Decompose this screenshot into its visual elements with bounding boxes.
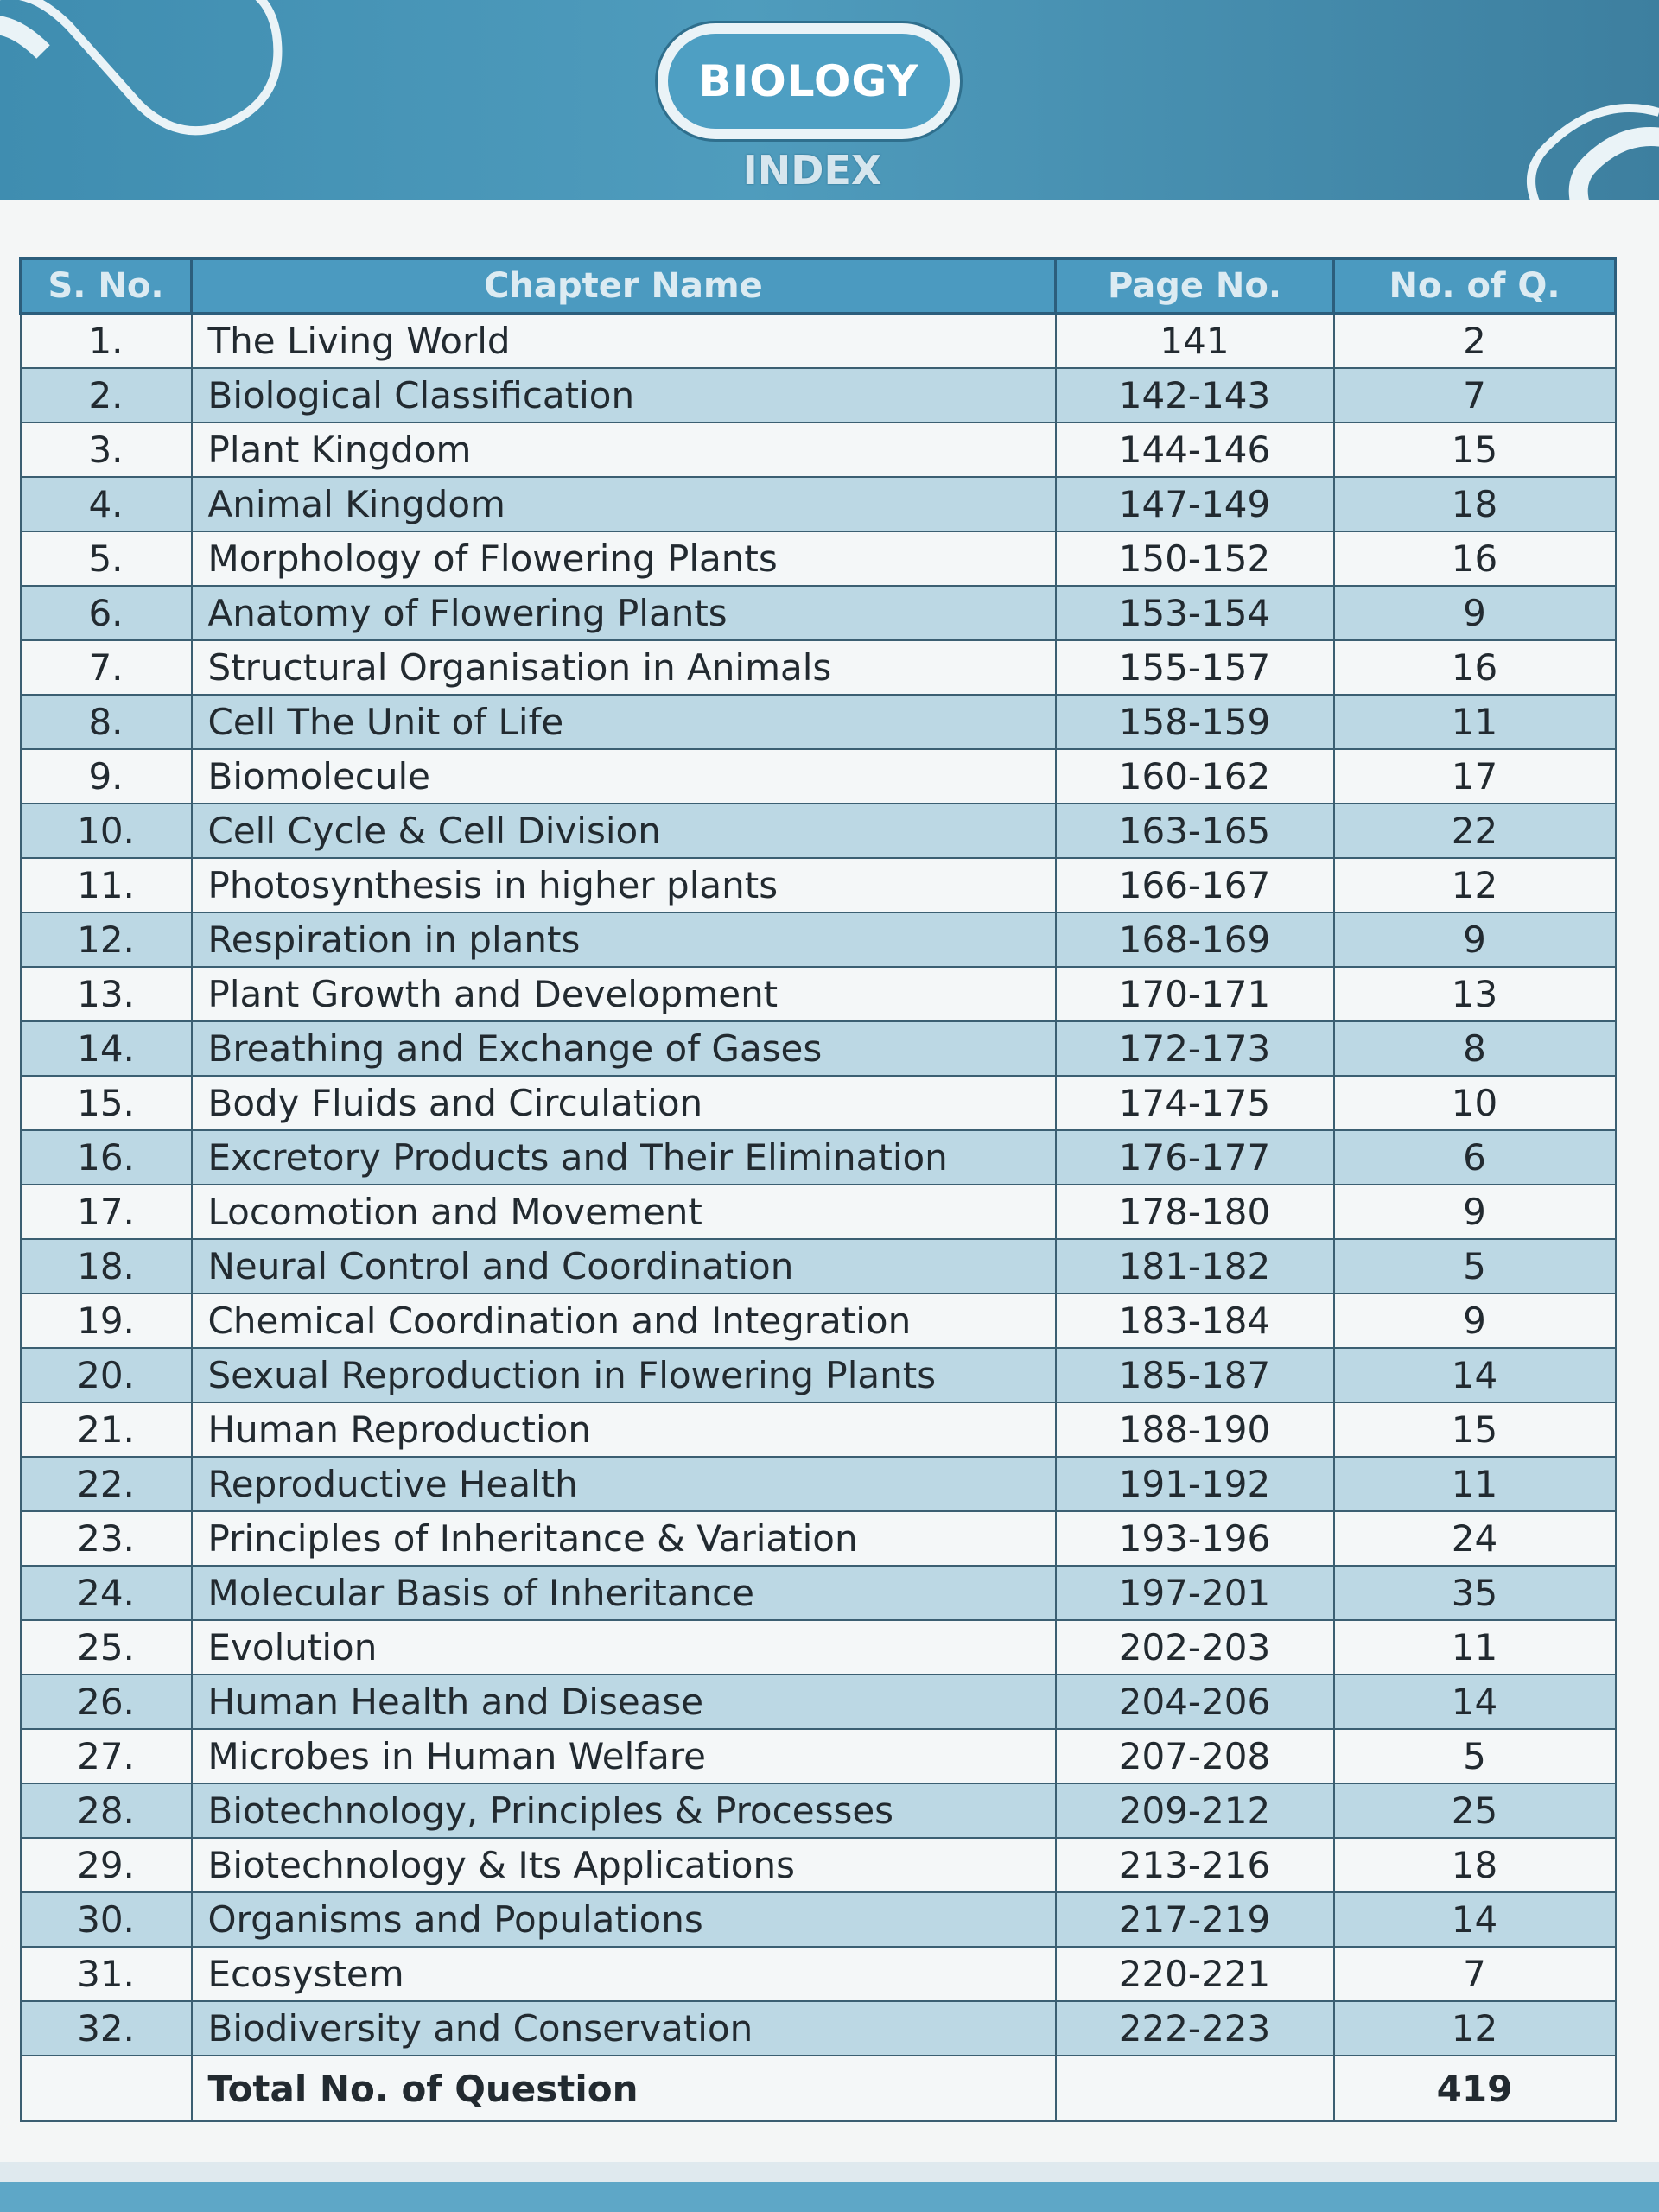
cell-page-no: 209-212 <box>1056 1783 1334 1838</box>
cell-chapter-name: Neural Control and Coordination <box>192 1239 1056 1294</box>
cell-sno: 16. <box>21 1130 192 1185</box>
total-page-cell <box>1056 2056 1334 2121</box>
table-row <box>21 1947 1616 2001</box>
cell-sno: 18. <box>21 1239 192 1294</box>
cell-page-no: 153-154 <box>1056 586 1334 640</box>
cell-sno: 28. <box>21 1783 192 1838</box>
cell-sno: 1. <box>21 314 192 369</box>
cell-chapter-name: Respiration in plants <box>192 912 1056 967</box>
table-row <box>21 1076 1616 1130</box>
cell-chapter-name: Cell Cycle & Cell Division <box>192 804 1056 858</box>
cell-no-of-q: 11 <box>1334 1620 1616 1675</box>
cell-chapter-name: Morphology of Flowering Plants <box>192 531 1056 586</box>
table-row <box>21 314 1616 369</box>
cell-page-no: 150-152 <box>1056 531 1334 586</box>
table-row <box>21 368 1616 423</box>
bottom-band <box>0 2182 1659 2212</box>
table-row <box>21 1294 1616 1348</box>
table-row <box>21 1566 1616 1620</box>
cell-page-no: 142-143 <box>1056 368 1334 423</box>
cell-page-no: 217-219 <box>1056 1892 1334 1947</box>
table-row <box>21 1783 1616 1838</box>
subject-title-badge <box>655 21 963 142</box>
cell-chapter-name: Evolution <box>192 1620 1056 1675</box>
cell-page-no: 191-192 <box>1056 1457 1334 1511</box>
cell-page-no: 197-201 <box>1056 1566 1334 1620</box>
cell-no-of-q: 14 <box>1334 1348 1616 1402</box>
cell-no-of-q: 15 <box>1334 1402 1616 1457</box>
cell-chapter-name: Human Health and Disease <box>192 1675 1056 1729</box>
cell-sno: 14. <box>21 1021 192 1076</box>
cell-sno: 22. <box>21 1457 192 1511</box>
cell-no-of-q: 9 <box>1334 1185 1616 1239</box>
cell-no-of-q: 16 <box>1334 640 1616 695</box>
cell-chapter-name: Locomotion and Movement <box>192 1185 1056 1239</box>
cell-sno: 12. <box>21 912 192 967</box>
table-row <box>21 1729 1616 1783</box>
cell-no-of-q: 14 <box>1334 1675 1616 1729</box>
cell-no-of-q: 22 <box>1334 804 1616 858</box>
cell-no-of-q: 25 <box>1334 1783 1616 1838</box>
cell-chapter-name: Biomolecule <box>192 749 1056 804</box>
cell-no-of-q: 15 <box>1334 423 1616 477</box>
cell-no-of-q: 9 <box>1334 1294 1616 1348</box>
cell-chapter-name: Principles of Inheritance & Variation <box>192 1511 1056 1566</box>
cell-sno: 20. <box>21 1348 192 1402</box>
cell-page-no: 141 <box>1056 314 1334 369</box>
cell-sno: 30. <box>21 1892 192 1947</box>
index-label: INDEX <box>742 147 882 194</box>
cell-no-of-q: 7 <box>1334 368 1616 423</box>
cell-page-no: 160-162 <box>1056 749 1334 804</box>
cell-sno: 9. <box>21 749 192 804</box>
cell-chapter-name: Biological Classification <box>192 368 1056 423</box>
table-row <box>21 1675 1616 1729</box>
cell-chapter-name: Biotechnology & Its Applications <box>192 1838 1056 1892</box>
cell-page-no: 181-182 <box>1056 1239 1334 1294</box>
table-row <box>21 804 1616 858</box>
table-row <box>21 1620 1616 1675</box>
cell-sno: 10. <box>21 804 192 858</box>
cell-page-no: 163-165 <box>1056 804 1334 858</box>
table-row <box>21 1511 1616 1566</box>
table-row <box>21 967 1616 1021</box>
cell-sno: 19. <box>21 1294 192 1348</box>
cell-no-of-q: 8 <box>1334 1021 1616 1076</box>
cell-chapter-name: Plant Kingdom <box>192 423 1056 477</box>
cell-page-no: 166-167 <box>1056 858 1334 912</box>
total-label: Total No. of Question <box>192 2056 1056 2121</box>
table-row <box>21 531 1616 586</box>
cell-page-no: 204-206 <box>1056 1675 1334 1729</box>
cell-chapter-name: Microbes in Human Welfare <box>192 1729 1056 1783</box>
cell-page-no: 155-157 <box>1056 640 1334 695</box>
cell-no-of-q: 35 <box>1334 1566 1616 1620</box>
table-row <box>21 749 1616 804</box>
column-header-sno: S. No. <box>21 259 192 314</box>
cell-chapter-name: Breathing and Exchange of Gases <box>192 1021 1056 1076</box>
cell-no-of-q: 18 <box>1334 477 1616 531</box>
table-row <box>21 695 1616 749</box>
total-row <box>21 2056 1616 2121</box>
cell-sno: 29. <box>21 1838 192 1892</box>
cell-no-of-q: 7 <box>1334 1947 1616 2001</box>
cell-sno: 26. <box>21 1675 192 1729</box>
cell-chapter-name: Excretory Products and Their Elimination <box>192 1130 1056 1185</box>
cell-no-of-q: 2 <box>1334 314 1616 369</box>
cell-no-of-q: 14 <box>1334 1892 1616 1947</box>
cell-chapter-name: Photosynthesis in higher plants <box>192 858 1056 912</box>
cell-chapter-name: The Living World <box>192 314 1056 369</box>
cell-no-of-q: 5 <box>1334 1239 1616 1294</box>
cell-chapter-name: Ecosystem <box>192 1947 1056 2001</box>
cell-no-of-q: 17 <box>1334 749 1616 804</box>
cell-chapter-name: Structural Organisation in Animals <box>192 640 1056 695</box>
cell-sno: 17. <box>21 1185 192 1239</box>
cell-page-no: 144-146 <box>1056 423 1334 477</box>
table-row <box>21 477 1616 531</box>
cell-chapter-name: Molecular Basis of Inheritance <box>192 1566 1056 1620</box>
cell-no-of-q: 5 <box>1334 1729 1616 1783</box>
table-row <box>21 1402 1616 1457</box>
cell-page-no: 158-159 <box>1056 695 1334 749</box>
cell-chapter-name: Reproductive Health <box>192 1457 1056 1511</box>
cell-page-no: 174-175 <box>1056 1076 1334 1130</box>
column-header-no-of-q: No. of Q. <box>1334 259 1616 314</box>
table-row <box>21 1457 1616 1511</box>
cell-no-of-q: 6 <box>1334 1130 1616 1185</box>
table-row <box>21 586 1616 640</box>
cell-no-of-q: 18 <box>1334 1838 1616 1892</box>
subject-title: BIOLOGY <box>668 34 950 129</box>
cell-no-of-q: 12 <box>1334 858 1616 912</box>
cell-chapter-name: Organisms and Populations <box>192 1892 1056 1947</box>
cell-no-of-q: 16 <box>1334 531 1616 586</box>
cell-chapter-name: Animal Kingdom <box>192 477 1056 531</box>
cell-sno: 11. <box>21 858 192 912</box>
cell-chapter-name: Human Reproduction <box>192 1402 1056 1457</box>
cell-sno: 32. <box>21 2001 192 2056</box>
cell-page-no: 207-208 <box>1056 1729 1334 1783</box>
cell-page-no: 168-169 <box>1056 912 1334 967</box>
cell-sno: 2. <box>21 368 192 423</box>
cell-sno: 5. <box>21 531 192 586</box>
cell-page-no: 222-223 <box>1056 2001 1334 2056</box>
cell-sno: 31. <box>21 1947 192 2001</box>
cell-page-no: 188-190 <box>1056 1402 1334 1457</box>
table-row <box>21 912 1616 967</box>
swirl-decoration-icon <box>0 0 311 156</box>
cell-page-no: 183-184 <box>1056 1294 1334 1348</box>
cell-page-no: 176-177 <box>1056 1130 1334 1185</box>
total-questions: 419 <box>1334 2056 1616 2121</box>
cell-chapter-name: Biotechnology, Principles & Processes <box>192 1783 1056 1838</box>
cell-sno: 3. <box>21 423 192 477</box>
table-body <box>21 314 1616 2122</box>
cell-no-of-q: 11 <box>1334 695 1616 749</box>
cell-chapter-name: Anatomy of Flowering Plants <box>192 586 1056 640</box>
table-row <box>21 858 1616 912</box>
table-row <box>21 1348 1616 1402</box>
cell-chapter-name: Cell The Unit of Life <box>192 695 1056 749</box>
cell-page-no: 178-180 <box>1056 1185 1334 1239</box>
cell-no-of-q: 12 <box>1334 2001 1616 2056</box>
cell-no-of-q: 10 <box>1334 1076 1616 1130</box>
cell-page-no: 170-171 <box>1056 967 1334 1021</box>
cell-sno: 7. <box>21 640 192 695</box>
table-row <box>21 1021 1616 1076</box>
cell-sno: 25. <box>21 1620 192 1675</box>
cell-page-no: 172-173 <box>1056 1021 1334 1076</box>
cell-sno: 15. <box>21 1076 192 1130</box>
cell-sno: 21. <box>21 1402 192 1457</box>
cell-chapter-name: Plant Growth and Development <box>192 967 1056 1021</box>
cell-page-no: 147-149 <box>1056 477 1334 531</box>
cell-page-no: 220-221 <box>1056 1947 1334 2001</box>
cell-page-no: 185-187 <box>1056 1348 1334 1402</box>
cell-no-of-q: 9 <box>1334 586 1616 640</box>
cell-sno: 23. <box>21 1511 192 1566</box>
column-header-chapter-name: Chapter Name <box>192 259 1056 314</box>
table-row <box>21 1892 1616 1947</box>
cell-sno: 8. <box>21 695 192 749</box>
cell-no-of-q: 24 <box>1334 1511 1616 1566</box>
cell-sno: 13. <box>21 967 192 1021</box>
table-row <box>21 1130 1616 1185</box>
index-table <box>19 257 1617 2122</box>
cell-no-of-q: 11 <box>1334 1457 1616 1511</box>
table-row <box>21 423 1616 477</box>
cell-sno: 6. <box>21 586 192 640</box>
table-row <box>21 1239 1616 1294</box>
cell-no-of-q: 9 <box>1334 912 1616 967</box>
total-sno-cell <box>21 2056 192 2121</box>
table-row <box>21 1838 1616 1892</box>
swirl-decoration-right-icon <box>1495 95 1659 207</box>
cell-sno: 24. <box>21 1566 192 1620</box>
cell-page-no: 202-203 <box>1056 1620 1334 1675</box>
table-header-row <box>21 259 1616 314</box>
cell-chapter-name: Sexual Reproduction in Flowering Plants <box>192 1348 1056 1402</box>
cell-no-of-q: 13 <box>1334 967 1616 1021</box>
table-row <box>21 2001 1616 2056</box>
cell-sno: 27. <box>21 1729 192 1783</box>
table-row <box>21 640 1616 695</box>
cell-chapter-name: Biodiversity and Conservation <box>192 2001 1056 2056</box>
cell-chapter-name: Chemical Coordination and Integration <box>192 1294 1056 1348</box>
column-header-page-no: Page No. <box>1056 259 1334 314</box>
cell-page-no: 213-216 <box>1056 1838 1334 1892</box>
cell-chapter-name: Body Fluids and Circulation <box>192 1076 1056 1130</box>
cell-page-no: 193-196 <box>1056 1511 1334 1566</box>
table-row <box>21 1185 1616 1239</box>
cell-sno: 4. <box>21 477 192 531</box>
